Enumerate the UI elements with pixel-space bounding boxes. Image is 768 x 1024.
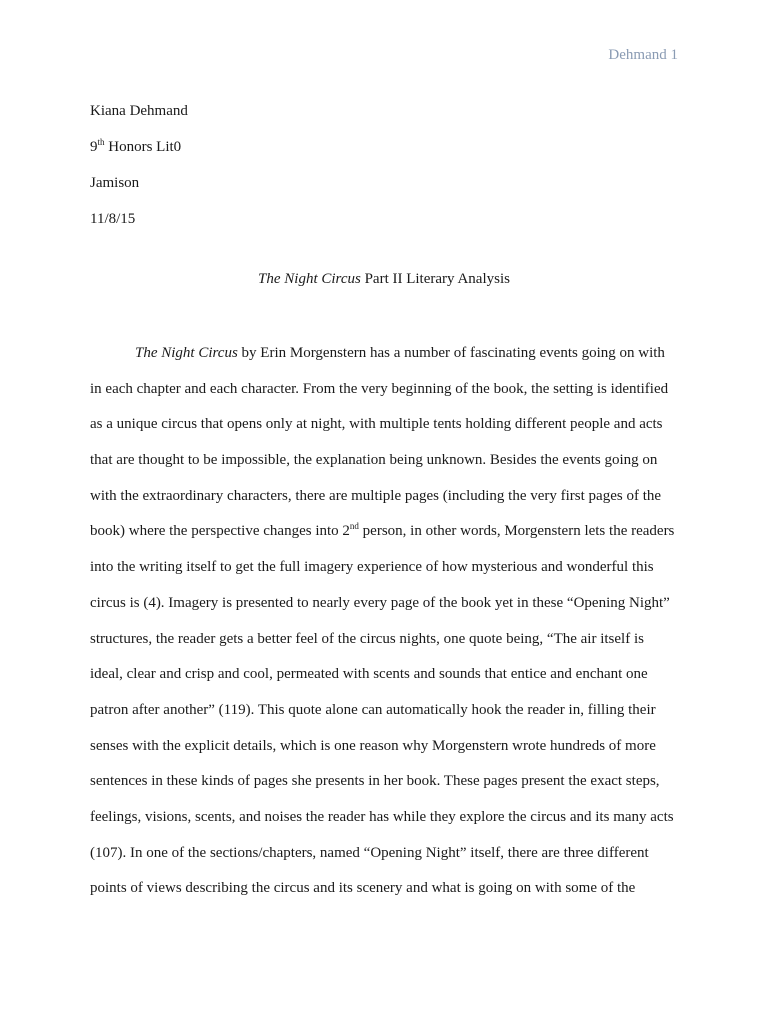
body-line: feelings, visions, scents, and noises the reader has while they explore the circus and its many acts <box>90 808 674 825</box>
class-prefix: 9 <box>90 139 98 155</box>
body-line: in each chapter and each character. From the very beginning of the book, the setting is identified <box>90 380 669 397</box>
body-line <box>90 521 690 557</box>
mla-heading <box>90 93 188 237</box>
class-suffix: Honors Lit0 <box>104 139 182 155</box>
title-book-name: The Night Circus <box>258 271 361 287</box>
running-head: Dehmand 1 <box>608 47 678 63</box>
author-name: Kiana Dehmand <box>90 103 188 119</box>
essay-title <box>0 271 768 288</box>
body-line: ideal, clear and crisp and cool, permeated with scents and sounds that entice and enchant one <box>90 666 648 683</box>
body-line-text: person, in other words, Morgenstern lets the readers <box>358 523 675 540</box>
date: 11/8/15 <box>90 211 136 227</box>
body-line: points of views describing the circus and its scenery and what is going on with some of the <box>90 880 636 897</box>
body-line: into the writing itself to get the full imagery experience of how mysterious and wonderful this <box>90 559 654 576</box>
body-line: patron after another” (119). This quote alone can automatically hook the reader in, filling their <box>90 701 656 718</box>
ordinal-superscript: nd <box>349 521 359 532</box>
body-line-text: by Erin Morgenstern has a number of fascinating events going on with <box>237 345 665 361</box>
essay-body <box>90 343 690 914</box>
class-superscript: th <box>97 137 105 147</box>
body-line: structures, the reader gets a better feel of the circus nights, one quote being, “The air itself is <box>90 630 644 647</box>
body-book-name: The Night Circus <box>135 345 238 361</box>
body-line <box>90 343 690 379</box>
title-rest: Part II Literary Analysis <box>360 271 510 287</box>
teacher-name: Jamison <box>90 175 140 191</box>
body-line: sentences in these kinds of pages she presents in her book. These pages present the exact steps, <box>90 773 660 790</box>
body-line: that are thought to be impossible, the explanation being unknown. Besides the events going on <box>90 452 658 469</box>
body-line: with the extraordinary characters, there are multiple pages (including the very first pages of the <box>90 487 662 504</box>
body-line: circus is (4). Imagery is presented to nearly every page of the book yet in these “Opening Night” <box>90 594 670 611</box>
body-line-text: book) where the perspective changes into 2 <box>90 523 350 540</box>
body-line: senses with the explicit details, which is one reason why Morgenstern wrote hundreds of more <box>90 737 656 754</box>
body-line: (107). In one of the sections/chapters, named “Opening Night” itself, there are three different <box>90 844 649 861</box>
body-line: as a unique circus that opens only at night, with multiple tents holding different people and acts <box>90 416 663 433</box>
class-name <box>90 129 188 165</box>
